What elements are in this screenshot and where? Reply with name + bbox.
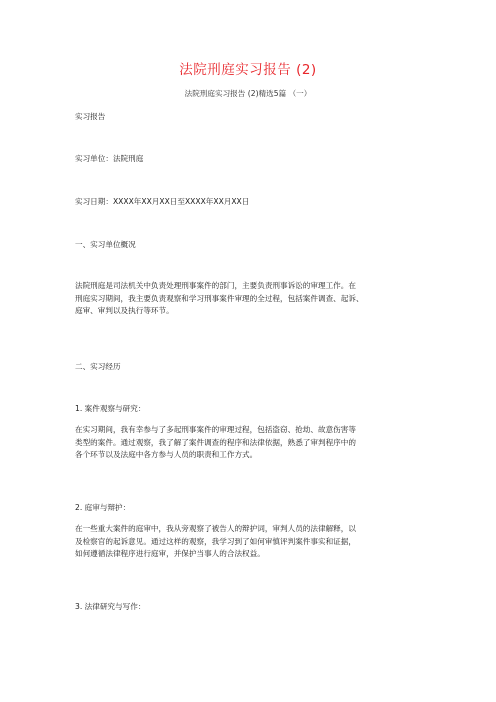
section-1-paragraph xyxy=(75,280,435,318)
item-2-heading: 2. 庭审与辩护： xyxy=(75,503,131,512)
report-heading: 实习报告 xyxy=(75,112,106,121)
paragraph-line: 刑庭实习期间，我主要负责观察和学习刑事案件审理的全过程，包括案件调查、起诉、 xyxy=(75,293,364,303)
paragraph-line: 在一些重大案件的庭审中，我从旁观察了被告人的辩护词，审判人员的法律解释，以 xyxy=(75,524,356,533)
paragraph-line: 如何遵循法律程序进行庭审，并保护当事人的合法权益。 xyxy=(75,549,265,558)
paragraph-line: 类型的案件。通过观察，我了解了案件调查的程序和法律依据，熟悉了审判程序中的 xyxy=(75,437,356,447)
item-1-heading: 1. 案件观察与研究： xyxy=(75,404,146,413)
paragraph-line: 庭审、审判以及执行等环节。 xyxy=(75,306,174,315)
section-1-heading: 一、实习单位概况 xyxy=(75,240,136,249)
item-1-paragraph xyxy=(75,424,435,462)
item-3-heading: 3. 法律研究与写作： xyxy=(75,602,146,611)
paragraph-line: 在实习期间，我有幸参与了多起刑事案件的审理过程，包括盗窃、抢劫、故意伤害等 xyxy=(75,425,356,434)
document-subtitle: 法院刑庭实习报告 (2)精选5篇 （一） xyxy=(184,89,312,98)
paragraph-line: 及检察官的起诉意见。通过这样的观察，我学习到了如何审慎评判案件事实和证据， xyxy=(75,536,356,546)
item-2-paragraph xyxy=(75,523,435,561)
internship-dates: 实习日期：XXXX年XX月XX日至XXXX年XX月XX日 xyxy=(75,197,250,206)
paragraph-line: 法院刑庭是司法机关中负责处理刑事案件的部门，主要负责刑事诉讼的审理工作。在 xyxy=(75,281,356,290)
section-2-heading: 二、实习经历 xyxy=(75,362,121,371)
paragraph-line: 各个环节以及法庭中各方参与人员的职责和工作方式。 xyxy=(75,450,258,459)
internship-unit: 实习单位：法院刑庭 xyxy=(75,154,144,163)
document-title: 法院刑庭实习报告 (2) xyxy=(179,62,317,78)
